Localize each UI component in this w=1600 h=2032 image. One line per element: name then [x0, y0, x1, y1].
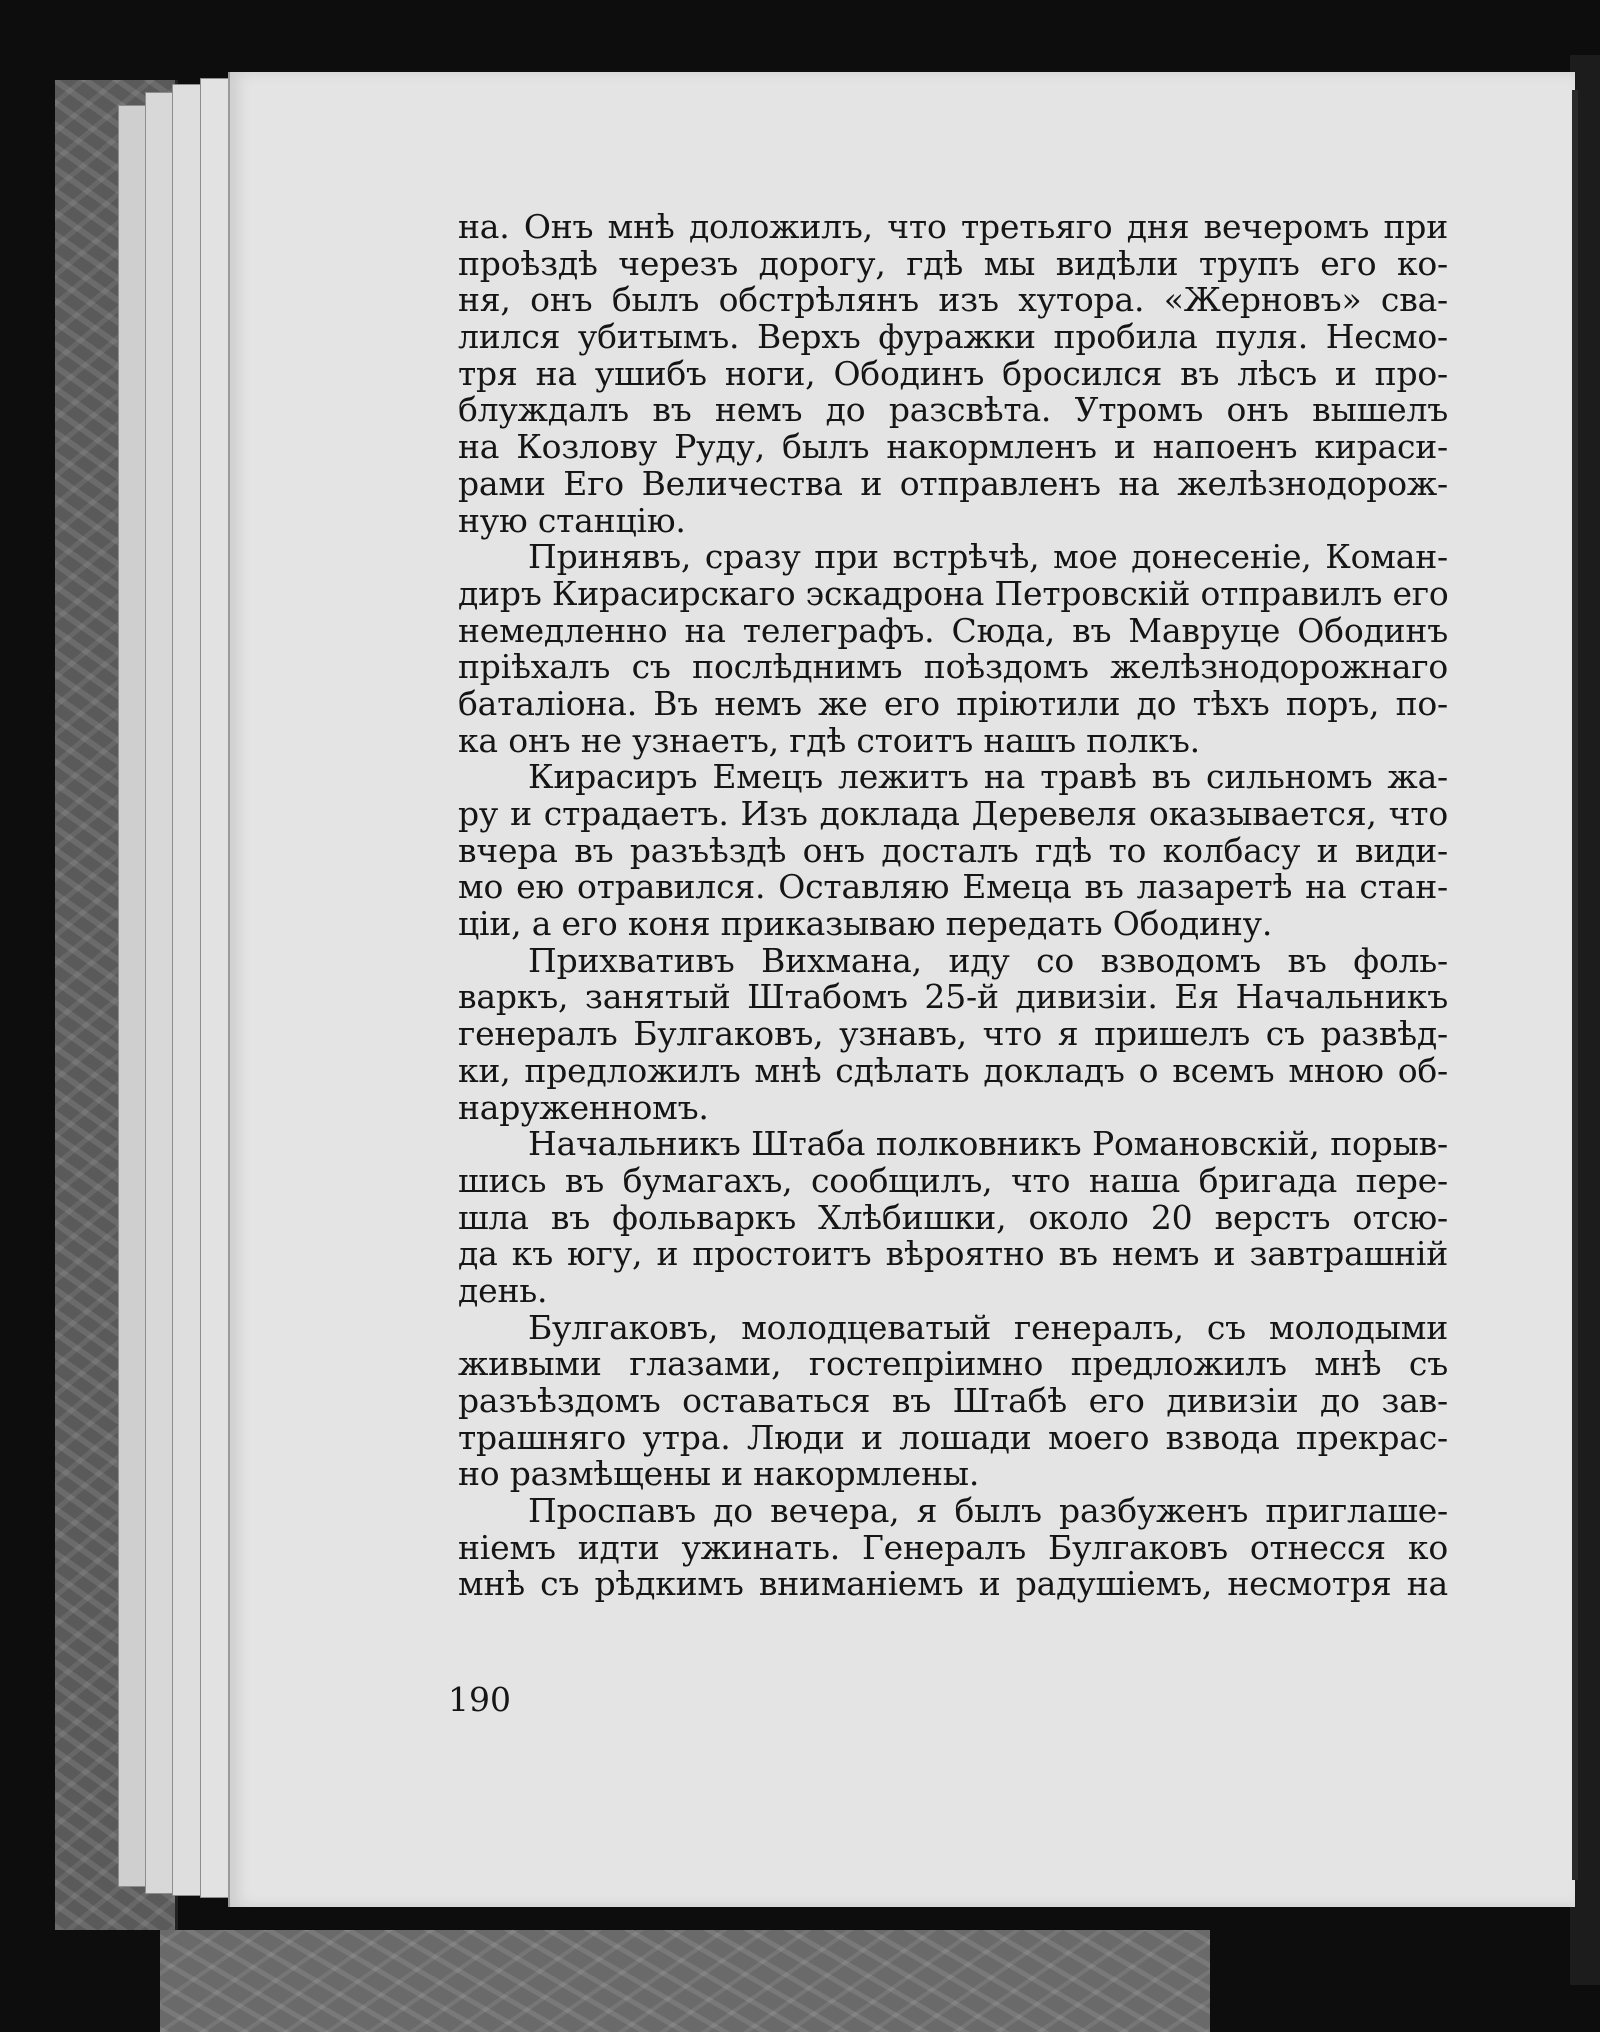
page-number: 190 — [448, 1680, 511, 1719]
text-line: генералъ Булгаковъ, узнавъ, что я пришелъ съ развѣд- — [458, 1014, 1448, 1054]
text-line: тря на ушибъ ноги, Ободинъ бросился въ лѣсъ и про- — [458, 353, 1448, 393]
text-line: блуждалъ въ немъ до разсвѣта. Утромъ онъ вышелъ — [458, 390, 1448, 430]
text-line: ня, онъ былъ обстрѣлянъ изъ хутора. «Жерновъ» сва- — [458, 280, 1448, 320]
text-line: наруженномъ. — [458, 1087, 709, 1127]
text-line: Начальникъ Штаба полковникъ Романовскій, порыв- — [528, 1124, 1448, 1164]
page-text — [458, 209, 1448, 1603]
text-line: ру и страдаетъ. Изъ доклада Деревеля оказывается, что — [458, 794, 1448, 833]
text-line: лился убитымъ. Верхъ фуражки пробила пуля. Несмо- — [458, 317, 1448, 357]
page-gutter — [1572, 90, 1578, 1880]
text-line: живыми глазами, гостепріимно предложилъ мнѣ съ — [458, 1344, 1448, 1384]
text-line: Принявъ, сразу при встрѣчѣ, мое донесеніе, Коман- — [528, 537, 1448, 577]
text-line: трашняго утра. Люди и лошади моего взвода прекрас- — [458, 1417, 1448, 1457]
text-line: диръ Кирасирскаго эскадрона Петровскій отправилъ его — [458, 573, 1449, 613]
text-line: пріѣхалъ съ послѣднимъ поѣздомъ желѣзнодорожнаго — [458, 647, 1448, 687]
text-line: Булгаковъ, молодцеватый генералъ, съ молодыми — [528, 1307, 1448, 1347]
text-line: Прихвативъ Вихмана, иду со взводомъ въ фоль- — [528, 940, 1448, 980]
text-line: Проспавъ до вечера, я былъ разбуженъ приглаше- — [528, 1491, 1448, 1531]
text-line: на. Онъ мнѣ доложилъ, что третьяго дня вечеромъ при — [458, 207, 1448, 246]
text-line: вчера въ разъѣздѣ онъ досталъ гдѣ то колбасу и види- — [458, 830, 1448, 870]
text-line: ціи, а его коня приказываю передать Ободину. — [458, 904, 1273, 944]
text-line: разъѣздомъ оставаться въ Штабѣ его дивизіи до зав- — [458, 1381, 1448, 1420]
text-line: мо ею отравился. Оставляю Емеца въ лазаретѣ на стан- — [458, 867, 1448, 907]
text-line: на Козлову Руду, былъ накормленъ и напоенъ кираси- — [458, 427, 1448, 467]
text-line: немедленно на телеграфъ. Сюда, въ Мавруце Ободинъ — [458, 610, 1448, 650]
book-cover-bottom — [160, 1930, 1210, 2032]
text-line: Кирасиръ Емецъ лежитъ на травѣ въ сильномъ жа- — [528, 757, 1448, 797]
text-line: ную станцію. — [458, 500, 686, 540]
text-line: проѣздѣ черезъ дорогу, гдѣ мы видѣли трупъ его ко- — [458, 243, 1448, 283]
text-line: ка онъ не узнаетъ, гдѣ стоитъ нашъ полкъ. — [458, 720, 1200, 760]
text-line: варкъ, занятый Штабомъ 25-й дивизіи. Ея Начальникъ — [458, 977, 1448, 1017]
text-line: рами Его Величества и отправленъ на желѣзнодорож- — [458, 463, 1448, 503]
text-line: ніемъ идти ужинать. Генералъ Булгаковъ отнесся ко — [458, 1527, 1448, 1567]
text-line: ки, предложилъ мнѣ сдѣлать докладъ о всемъ мною об- — [458, 1050, 1448, 1090]
text-line: день. — [458, 1270, 548, 1310]
text-line: но размѣщены и накормлены. — [458, 1454, 980, 1494]
text-line: да къ югу, и простоитъ вѣроятно въ немъ и завтрашній — [458, 1234, 1448, 1274]
text-line: шись въ бумагахъ, сообщилъ, что наша бригада пере- — [458, 1160, 1448, 1200]
text-line: шла въ фольваркъ Хлѣбишки, около 20 верстъ отсю- — [458, 1197, 1448, 1237]
text-line: мнѣ съ рѣдкимъ вниманіемъ и радушіемъ, несмотря на — [458, 1564, 1448, 1604]
text-line: баталіона. Въ немъ же его пріютили до тѣхъ поръ, по- — [458, 683, 1448, 723]
